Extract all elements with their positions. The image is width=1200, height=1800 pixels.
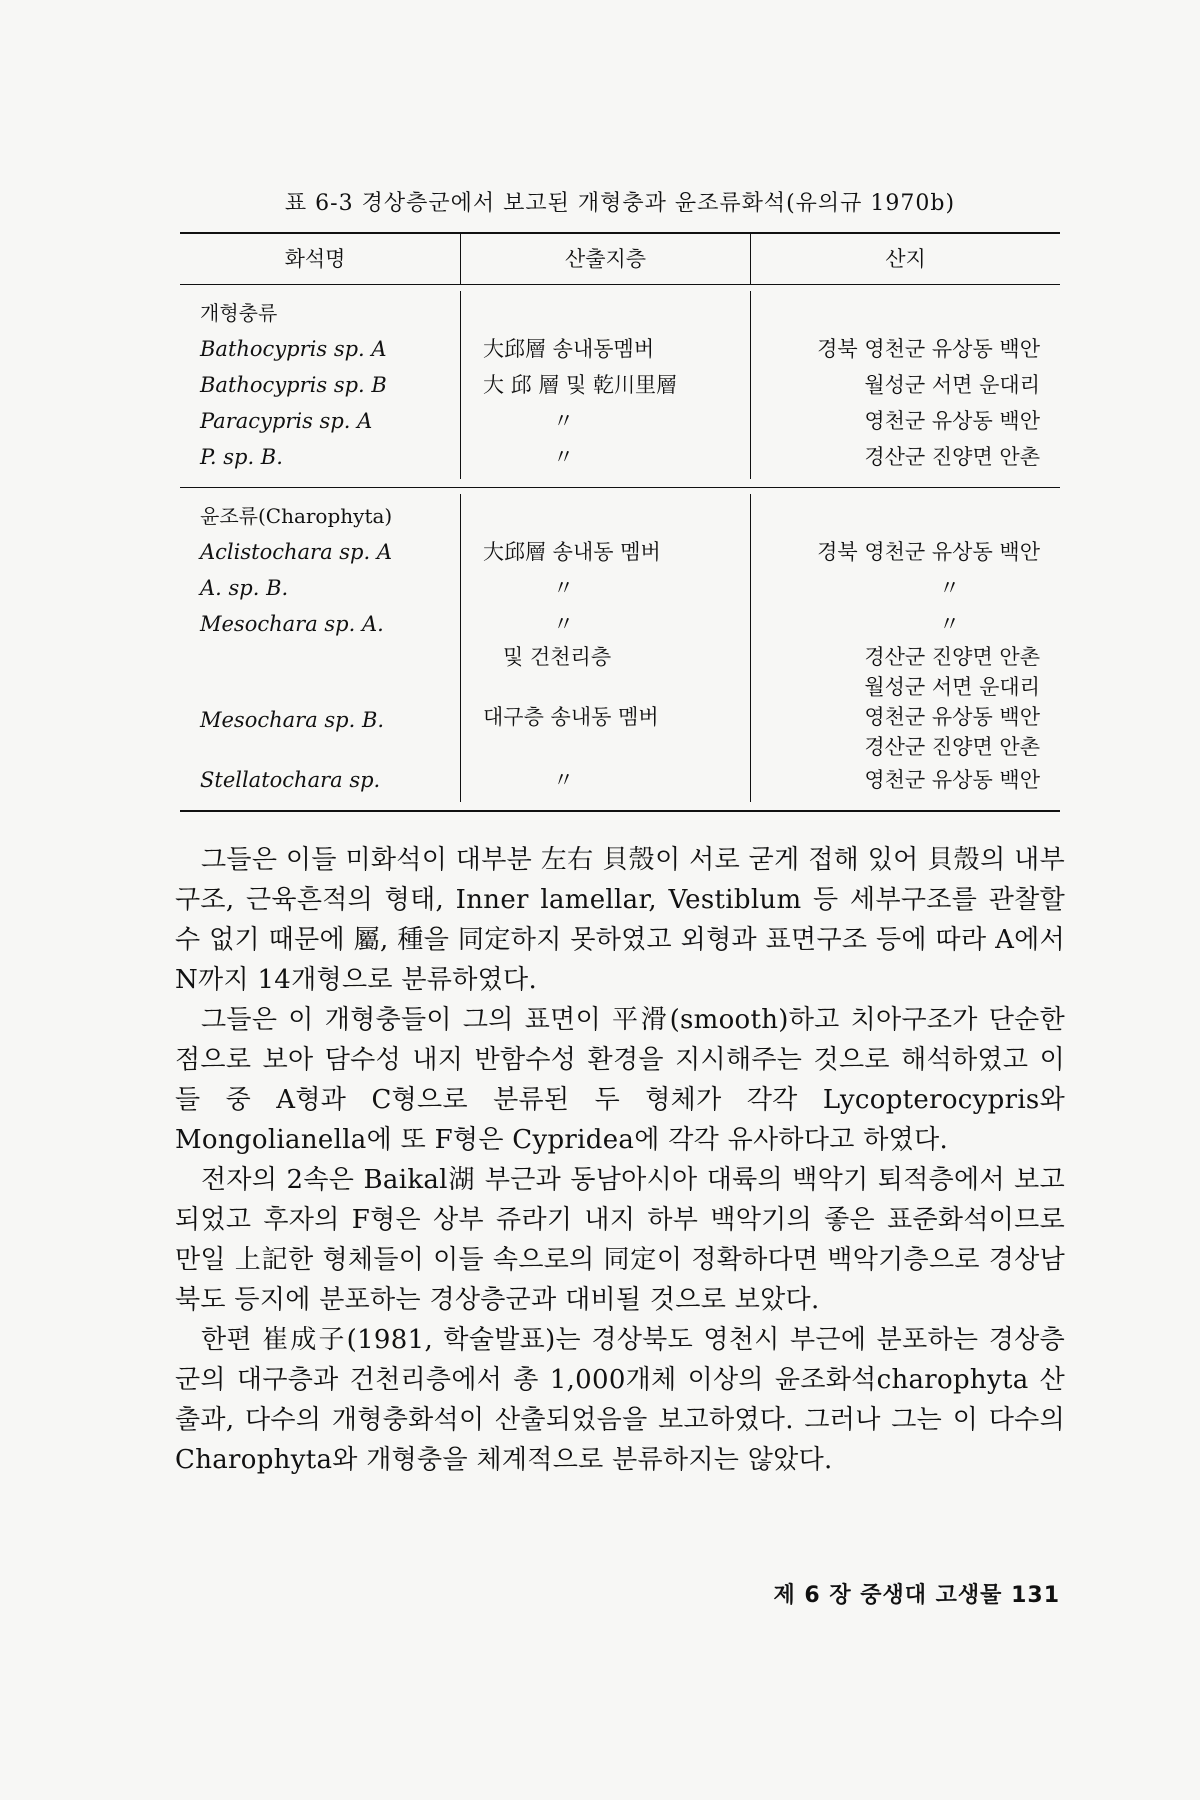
header-locality: 산지 <box>750 234 1060 284</box>
layer-cell: 大邱層 송내동멤버 <box>483 337 655 361</box>
layer-cell: 〃 <box>553 445 574 469</box>
layer-cell: 大邱層 송내동 멤버 <box>483 540 661 564</box>
layer-cell: 및 건천리층 <box>503 645 612 669</box>
paragraph: 그들은 이 개형충들이 그의 표면이 平滑(smooth)하고 치아구조가 단순한 점으로 보아 담수성 내지 반함수성 환경을 지시해주는 것으로 해석하였고 이들 중 A형과 C형으로 분류된 두 형체가 각각 Lycopterocypris와 Mongolianella에 또 F형은 Cypridea에 각각 유사하다고 하였다. <box>175 1005 1065 1155</box>
fossil-table <box>180 232 1060 812</box>
header-layer: 산출지층 <box>460 234 750 284</box>
body-text <box>175 840 1065 1480</box>
table-caption: 표 6-3 경상층군에서 보고된 개형충과 윤조류화석(유의규 1970b) <box>284 191 956 216</box>
layer-cell: 대구층 송내동 멤버 <box>483 705 659 729</box>
locality-cell: 〃 <box>939 576 960 600</box>
locality-cell: 월성군 서면 운대리 <box>864 373 1040 397</box>
fossil-name: P. sp. B. <box>200 445 283 469</box>
fossil-name: A. sp. B. <box>200 576 289 600</box>
table-section-charophyta <box>180 488 1060 810</box>
fossil-name: Mesochara sp. B. <box>200 708 385 732</box>
header-fossil-name: 화석명 <box>284 247 346 271</box>
layer-cell: 〃 <box>553 409 574 433</box>
locality-cell: 월성군 서면 운대리 <box>864 675 1040 699</box>
section-title: 윤조류(Charophyta) <box>200 504 393 528</box>
layer-cell: 〃 <box>553 576 574 600</box>
fossil-name: Paracypris sp. A <box>200 409 373 433</box>
table-header-row <box>180 234 1060 284</box>
table-bottom-rule <box>180 810 1060 812</box>
fossil-name: Aclistochara sp. A <box>200 540 392 564</box>
paragraph: 전자의 2속은 Baikal湖 부근과 동남아시아 대륙의 백악기 퇴적층에서 보고되었고 후자의 F형은 상부 쥬라기 내지 하부 백악기의 좋은 표준화석이므로 만일 上記한 형체들이 이들 속으로의 同定이 정확하다면 백악기층으로 경상남북도 등지에 분포하는 경상층군과 대비될 것으로 보았다. <box>175 1165 1065 1315</box>
table-section-ostracoda <box>180 285 1060 487</box>
fossil-name: Bathocypris sp. A <box>200 337 387 361</box>
fossil-name: Bathocypris sp. B <box>200 373 387 397</box>
locality-cell: 영천군 유상동 백안 <box>864 768 1040 792</box>
layer-cell <box>483 672 750 702</box>
locality-cell: 경북 영천군 유상동 백안 <box>817 337 1040 361</box>
fossil-name: Mesochara sp. A. <box>200 612 384 636</box>
layer-cell <box>483 732 750 762</box>
locality-cell: 영천군 유상동 백안 <box>864 705 1040 729</box>
paragraph: 한편 崔成子(1981, 학술발표)는 경상북도 영천시 부근에 분포하는 경상층군의 대구층과 건천리층에서 총 1,000개체 이상의 윤조화석charophyta 산출과, 다수의 개형충화석이 산출되었음을 보고하였다. 그러나 그는 이 다수의 Charophyta와 개형충을 체계적으로 분류하지는 않았다. <box>175 1325 1065 1475</box>
fossil-name: Stellatochara sp. <box>200 768 381 792</box>
layer-cell: 〃 <box>553 768 574 792</box>
layer-cell: 大 邱 層 및 乾川里層 <box>483 373 677 397</box>
fossil-name <box>200 672 460 702</box>
locality-cell: 경산군 진양면 안촌 <box>864 735 1040 759</box>
fossil-name <box>200 732 460 762</box>
fossil-name <box>200 642 460 672</box>
section-title: 개형충류 <box>200 301 278 325</box>
layer-cell: 〃 <box>553 612 574 636</box>
locality-cell: 경산군 진양면 안촌 <box>864 445 1040 469</box>
locality-cell: 영천군 유상동 백안 <box>864 409 1040 433</box>
page-footer: 제 6 장 중생대 고생물 131 <box>773 1583 1060 1608</box>
locality-cell: 경북 영천군 유상동 백안 <box>817 540 1040 564</box>
locality-cell: 경산군 진양면 안촌 <box>864 645 1040 669</box>
locality-cell: 〃 <box>939 612 960 636</box>
paragraph: 그들은 이들 미화석이 대부분 左右 貝殼이 서로 굳게 접해 있어 貝殼의 내부구조, 근육흔적의 형태, Inner lamellar, Vestiblum 등 세부구조를 관찰할 수 없기 때문에 屬, 種을 同定하지 못하였고 외형과 표면구조 등에 따라 A에서 N까지 14개형으로 분류하였다. <box>175 845 1065 995</box>
